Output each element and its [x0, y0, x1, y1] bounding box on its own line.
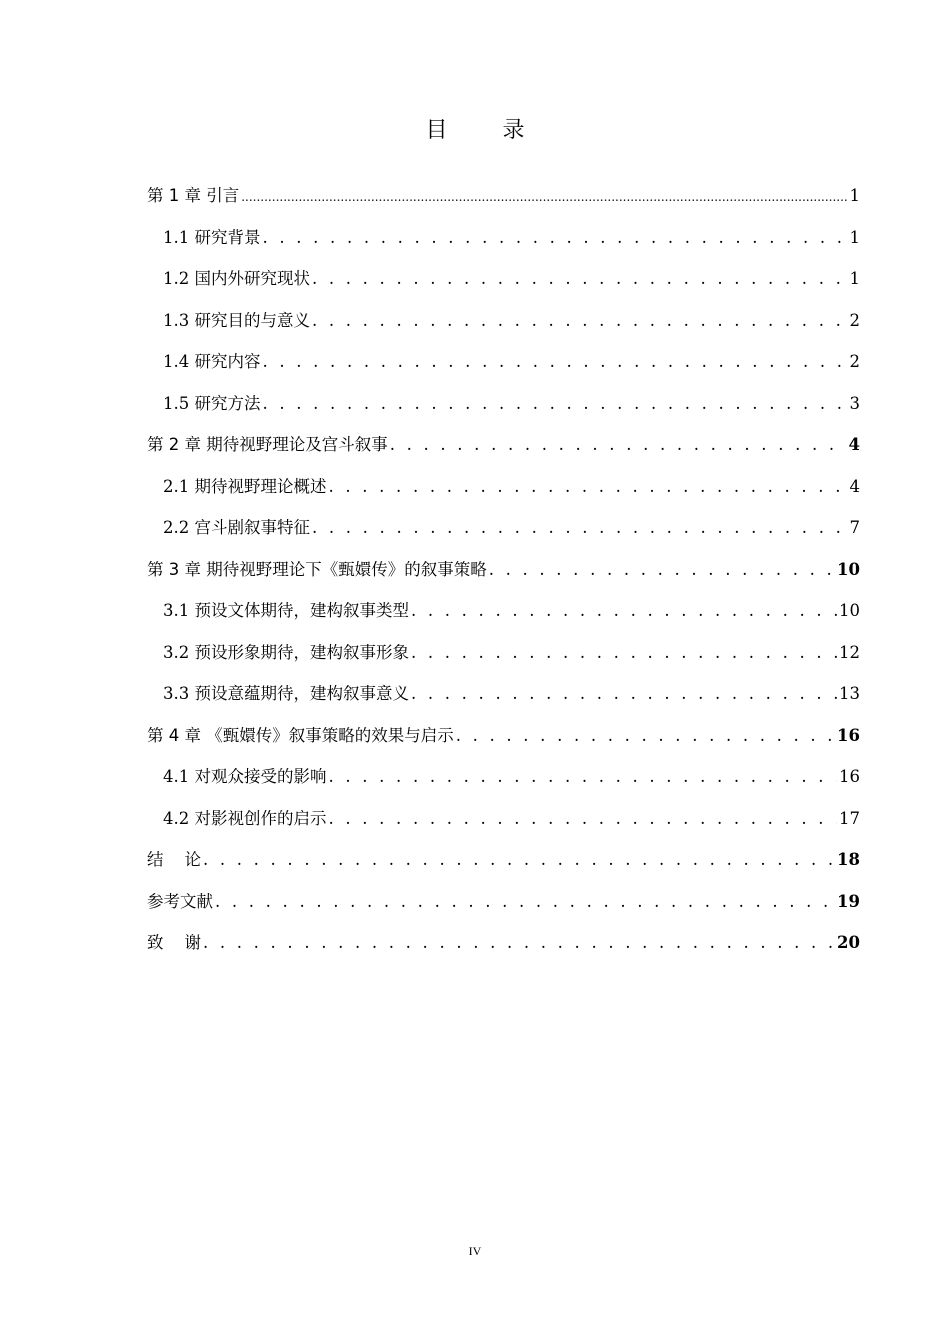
- toc-entry-label: 4.1 对观众接受的影响: [163, 767, 327, 786]
- toc-entry-page: 1: [849, 228, 860, 247]
- dot-leader: [312, 265, 848, 293]
- toc-entry-3-1[interactable]: [163, 597, 860, 625]
- toc-entry-1-1[interactable]: [163, 224, 860, 252]
- toc-entry-label: 第 4 章 《甄嬛传》叙事策略的效果与启示: [147, 726, 454, 745]
- dot-leader: [329, 473, 848, 501]
- toc-entry-label: 4.2 对影视创作的启示: [163, 809, 327, 828]
- dot-leader: [489, 556, 835, 584]
- toc-entry-page: 19: [837, 892, 860, 911]
- toc-entry-label: 2.2 宫斗剧叙事特征: [163, 518, 310, 537]
- toc-title: 目 录: [425, 118, 549, 143]
- toc-entry-label: 第 3 章 期待视野理论下《甄嬛传》的叙事策略: [147, 560, 487, 579]
- toc-entry-label: 第 2 章 期待视野理论及宫斗叙事: [147, 435, 388, 454]
- toc-entry-label: 3.2 预设形象期待，建构叙事形象: [163, 643, 409, 662]
- toc-entry-page: 17: [839, 809, 860, 828]
- toc-entry-page: 4: [848, 435, 860, 454]
- toc-entry-1-3[interactable]: [163, 307, 860, 335]
- toc-entry-page: 16: [839, 767, 860, 786]
- page-number: IV: [468, 1244, 482, 1258]
- dot-leader: [329, 763, 838, 791]
- toc-entry-page: 2: [849, 311, 860, 330]
- dot-leader: [263, 348, 848, 376]
- dot-leader: [411, 680, 837, 708]
- dot-leader: [263, 390, 848, 418]
- toc-entry-1-5[interactable]: [163, 390, 860, 418]
- toc-entry-label: 结 论: [147, 850, 201, 869]
- toc-entry-page: 20: [837, 933, 860, 952]
- dot-leader: [263, 224, 848, 252]
- dot-leader: [312, 307, 848, 335]
- toc-entry-chapter-1[interactable]: [147, 182, 860, 210]
- toc-entry-page: 13: [839, 684, 860, 703]
- toc-entry-chapter-2[interactable]: [147, 431, 860, 459]
- toc-entry-label: 致 谢: [147, 933, 201, 952]
- toc-entry-page: 7: [849, 518, 860, 537]
- toc-entry-page: 10: [839, 601, 860, 620]
- dot-leader: [390, 431, 847, 459]
- dot-leader: [456, 722, 835, 750]
- toc-entry-page: 4: [849, 477, 860, 496]
- toc-entry-page: 18: [837, 850, 860, 869]
- toc-entry-page: 1: [849, 186, 860, 205]
- dot-leader: [203, 929, 835, 957]
- toc-entry-page: 3: [849, 394, 860, 413]
- toc-entry-label: 1.5 研究方法: [163, 394, 261, 413]
- toc-entry-page: 2: [849, 352, 860, 371]
- toc-entry-acknowledgements[interactable]: [147, 929, 860, 957]
- toc-entry-references[interactable]: [147, 888, 860, 916]
- toc-entry-page: 10: [837, 560, 860, 579]
- dot-leader: [215, 888, 835, 916]
- dot-leader: [312, 514, 848, 542]
- toc-entry-label: 3.1 预设文体期待，建构叙事类型: [163, 601, 409, 620]
- dot-leader: [411, 597, 837, 625]
- toc-entry-2-2[interactable]: [163, 514, 860, 542]
- toc-entry-3-3[interactable]: [163, 680, 860, 708]
- toc-entry-label: 1.4 研究内容: [163, 352, 261, 371]
- toc-entry-chapter-4[interactable]: [147, 722, 860, 750]
- dot-leader: [203, 846, 835, 874]
- toc-entry-label: 参考文献: [147, 892, 213, 911]
- toc-entry-4-1[interactable]: [163, 763, 860, 791]
- toc-entry-1-2[interactable]: [163, 265, 860, 293]
- toc-entry-label: 1.3 研究目的与意义: [163, 311, 310, 330]
- toc-entry-label: 2.1 期待视野理论概述: [163, 477, 327, 496]
- toc-entry-2-1[interactable]: [163, 473, 860, 501]
- toc-entry-page: 16: [837, 726, 860, 745]
- toc-entry-label: 3.3 预设意蕴期待，建构叙事意义: [163, 684, 409, 703]
- dot-leader: [241, 182, 847, 211]
- dot-leader: [411, 639, 837, 667]
- toc-entry-label: 第 1 章 引言: [147, 186, 240, 205]
- toc-entry-conclusion[interactable]: [147, 846, 860, 874]
- toc-entry-page: 12: [839, 643, 860, 662]
- toc-entry-label: 1.1 研究背景: [163, 228, 261, 247]
- toc-entry-1-4[interactable]: [163, 348, 860, 376]
- toc-entry-page: 1: [849, 269, 860, 288]
- toc-entry-label: 1.2 国内外研究现状: [163, 269, 310, 288]
- toc-entry-3-2[interactable]: [163, 639, 860, 667]
- toc-entry-chapter-3[interactable]: [147, 556, 860, 584]
- toc-entry-4-2[interactable]: [163, 805, 860, 833]
- dot-leader: [329, 805, 838, 833]
